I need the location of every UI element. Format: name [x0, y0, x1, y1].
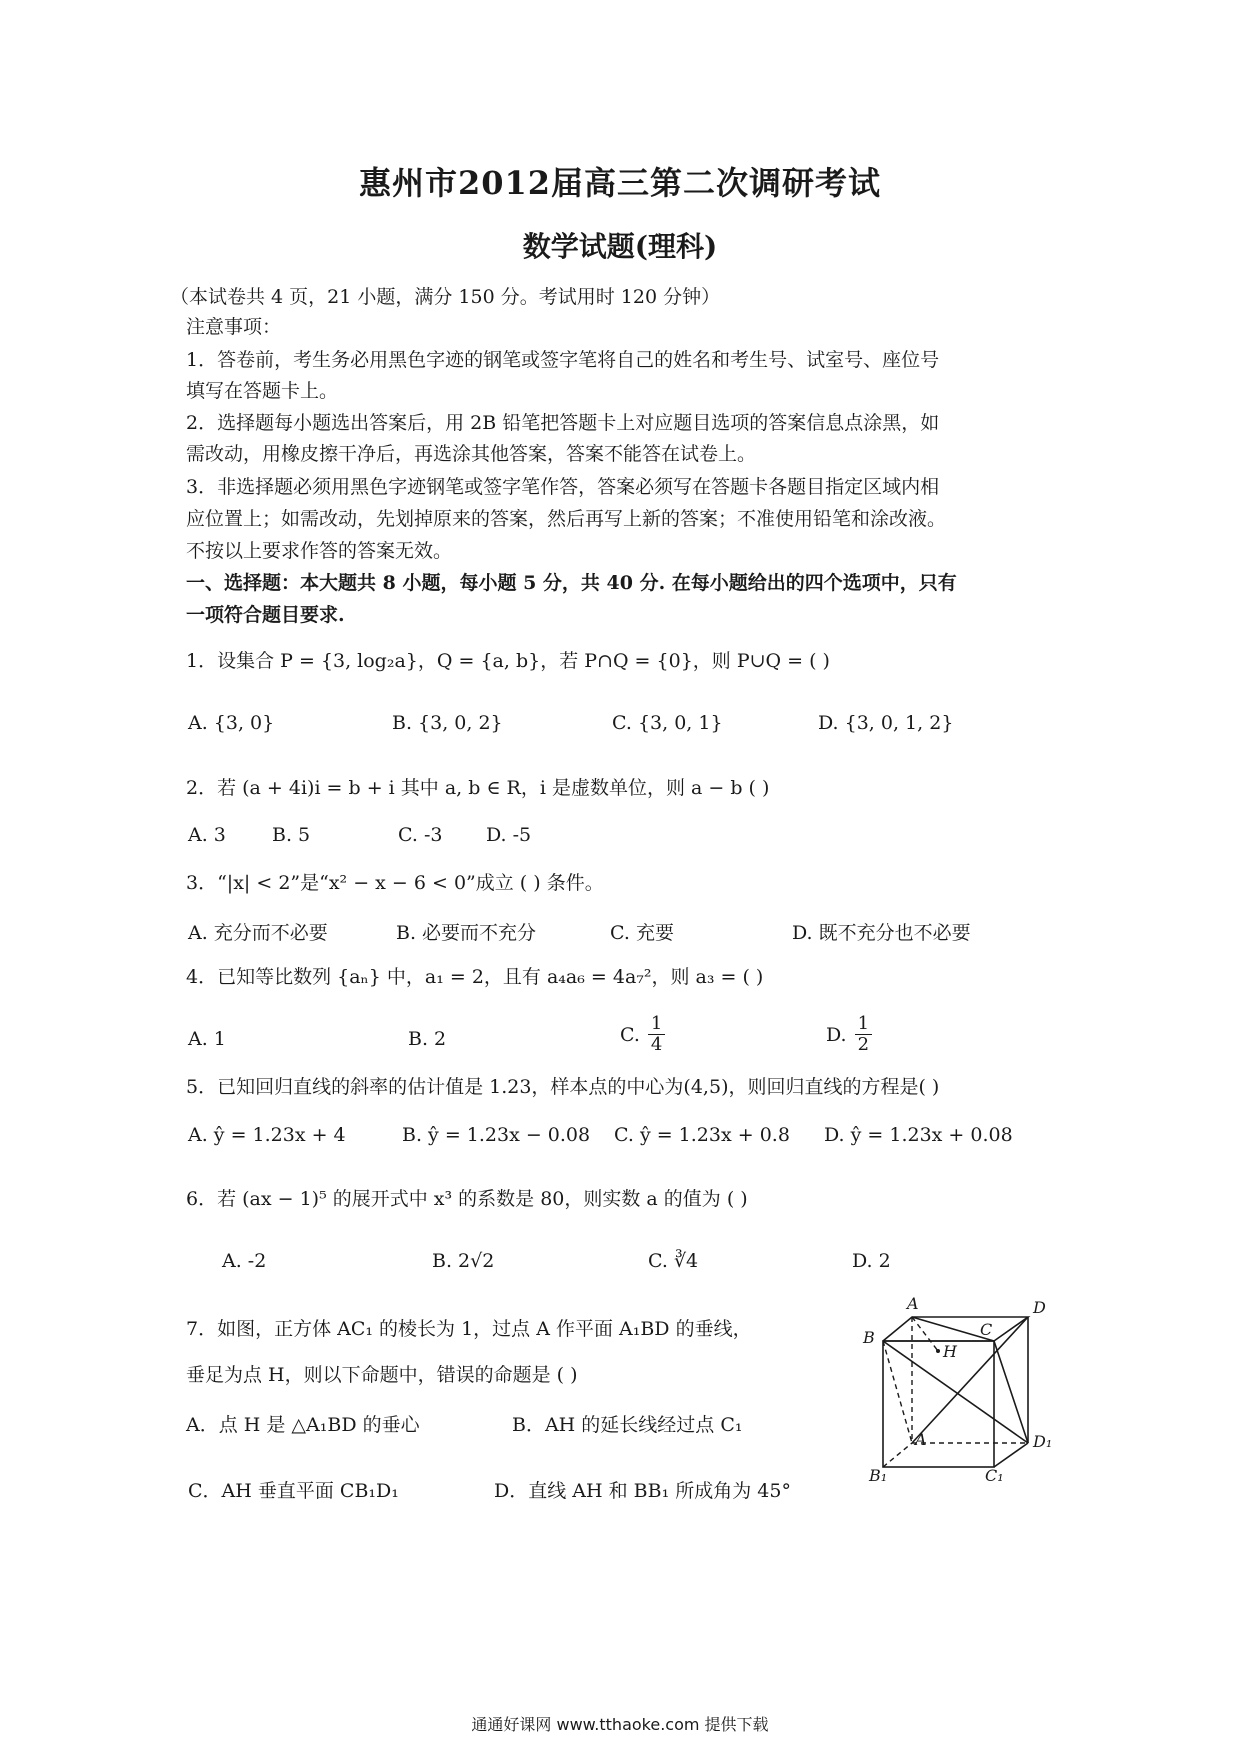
label-b1: B₁ — [869, 1466, 888, 1485]
fraction-denominator: 2 — [857, 1034, 870, 1055]
q4-option-c — [620, 1014, 665, 1055]
label-d: D — [1033, 1298, 1046, 1317]
label-b: B — [863, 1328, 875, 1347]
label-c: C — [980, 1320, 993, 1339]
cube-figure — [855, 1295, 1065, 1485]
q3-option-d: D. 既不充分也不必要 — [792, 922, 971, 944]
q7-option-b: B．AH 的延长线经过点 C₁ — [512, 1414, 743, 1436]
q3-option-c: C. 充要 — [610, 922, 674, 944]
label-c1: C₁ — [985, 1466, 1004, 1485]
exam-title: 惠州市2012届高三第二次调研考试 — [358, 164, 882, 202]
q4-option-d-fraction — [855, 1014, 872, 1055]
q6-option-b: B. 2√2 — [432, 1250, 495, 1272]
q2-option-a: A. 3 — [188, 824, 226, 846]
q6-option-d: D. 2 — [852, 1250, 891, 1272]
question-2-stem: 2．若 (a + 4i)i = b + i 其中 a, b ∈ R，i 是虚数单位，则 a − b ( ) — [186, 777, 770, 799]
q1-option-a: A. {3, 0} — [188, 712, 275, 734]
q7-option-d: D．直线 AH 和 BB₁ 所成角为 45° — [494, 1480, 791, 1502]
notice-title: 注意事项： — [186, 316, 282, 338]
section-heading: 一、选择题：本大题共 8 小题，每小题 5 分，共 40 分. 在每小题给出的四个选项中，只有 — [186, 572, 957, 594]
label-a: A — [907, 1295, 919, 1313]
label-a1: A — [915, 1430, 927, 1449]
question-7-stem-line1: 7．如图，正方体 AC₁ 的棱长为 1，过点 A 作平面 A₁BD 的垂线， — [186, 1318, 752, 1340]
question-5-stem: 5．已知回归直线的斜率的估计值是 1.23，样本点的中心为(4,5)，则回归直线的方程是( ) — [186, 1076, 940, 1098]
q6-option-c: C. ∛4 — [648, 1250, 699, 1272]
q1-option-c: C. {3, 0, 1} — [612, 712, 723, 734]
footer-text: 通通好课网 www.tthaoke.com 提供下载 — [471, 1715, 769, 1734]
fraction-numerator: 1 — [648, 1014, 665, 1035]
q2-option-b: B. 5 — [272, 824, 311, 846]
q4-option-a: A. 1 — [188, 1028, 226, 1050]
cube-diagonal — [912, 1317, 1028, 1443]
q4-option-d-label: D. — [826, 1023, 847, 1046]
paper-info: （本试卷共 4 页，21 小题，满分 150 分。考试用时 120 分钟） — [170, 286, 721, 308]
question-1-stem: 1．设集合 P = {3, log₂a}，Q = {a, b}，若 P∩Q = {0}，则 P∪Q = ( ) — [186, 650, 830, 672]
q5-option-d: D. ŷ = 1.23x + 0.08 — [824, 1124, 1013, 1146]
label-d1: D₁ — [1033, 1432, 1053, 1451]
q2-option-c: C. -3 — [398, 824, 443, 846]
q7-option-a: A．点 H 是 △A₁BD 的垂心 — [186, 1414, 420, 1436]
cube-hidden-edge — [883, 1443, 912, 1467]
notice-line: 3．非选择题必须用黑色字迹钢笔或签字笔作答，答案必须写在答题卡各题目指定区域内相 — [186, 476, 940, 498]
q1-option-d: D. {3, 0, 1, 2} — [818, 712, 954, 734]
notice-line: 2．选择题每小题选出答案后，用 2B 铅笔把答题卡上对应题目选项的答案信息点涂黑，如 — [186, 412, 940, 434]
question-3-stem: 3．“|x| < 2”是“x² − x − 6 < 0”成立 ( ) 条件。 — [186, 872, 604, 894]
q1-option-b: B. {3, 0, 2} — [392, 712, 503, 734]
cube-edge — [994, 1443, 1028, 1467]
q2-option-d: D. -5 — [486, 824, 532, 846]
point-h — [936, 1349, 940, 1353]
notice-line: 填写在答题卡上。 — [186, 380, 339, 402]
q5-option-b: B. ŷ = 1.23x − 0.08 — [402, 1124, 591, 1146]
notice-line: 1．答卷前，考生务必用黑色字迹的钢笔或签字笔将自己的姓名和考生号、试室号、座位号 — [186, 349, 940, 371]
question-7-stem-line2: 垂足为点 H，则以下命题中，错误的命题是 ( ) — [186, 1364, 578, 1386]
fraction-numerator: 1 — [855, 1014, 872, 1035]
perpendicular-ah — [912, 1317, 938, 1351]
label-h: H — [943, 1342, 957, 1361]
fraction-denominator: 4 — [650, 1034, 663, 1055]
section-heading: 一项符合题目要求. — [186, 604, 345, 626]
q4-option-d — [826, 1014, 872, 1055]
notice-line: 需改动，用橡皮擦干净后，再选涂其他答案，答案不能答在试卷上。 — [186, 443, 757, 465]
notice-line: 不按以上要求作答的答案无效。 — [186, 540, 453, 562]
q4-option-c-label: C. — [620, 1023, 640, 1046]
question-4-stem: 4．已知等比数列 {aₙ} 中，a₁ = 2，且有 a₄a₆ = 4a₇²，则 a₃ = ( ) — [186, 966, 764, 988]
q3-option-b: B. 必要而不充分 — [396, 922, 537, 944]
q4-option-b: B. 2 — [408, 1028, 447, 1050]
q5-option-c: C. ŷ = 1.23x + 0.8 — [614, 1124, 790, 1146]
q6-option-a: A. -2 — [222, 1250, 267, 1272]
exam-subtitle: 数学试题(理科) — [522, 230, 718, 263]
question-6-stem: 6．若 (ax − 1)⁵ 的展开式中 x³ 的系数是 80，则实数 a 的值为 ( ) — [186, 1188, 748, 1210]
notice-line: 应位置上；如需改动，先划掉原来的答案，然后再写上新的答案；不准使用铅笔和涂改液。 — [186, 508, 947, 530]
cube-front-face — [883, 1341, 994, 1467]
cube-hidden-edge — [883, 1341, 912, 1443]
q4-option-c-fraction — [648, 1014, 665, 1055]
cube-diagonal — [994, 1341, 1028, 1443]
q3-option-a: A. 充分而不必要 — [188, 922, 328, 944]
q5-option-a: A. ŷ = 1.23x + 4 — [188, 1124, 346, 1146]
q7-option-c: C．AH 垂直平面 CB₁D₁ — [188, 1480, 399, 1502]
